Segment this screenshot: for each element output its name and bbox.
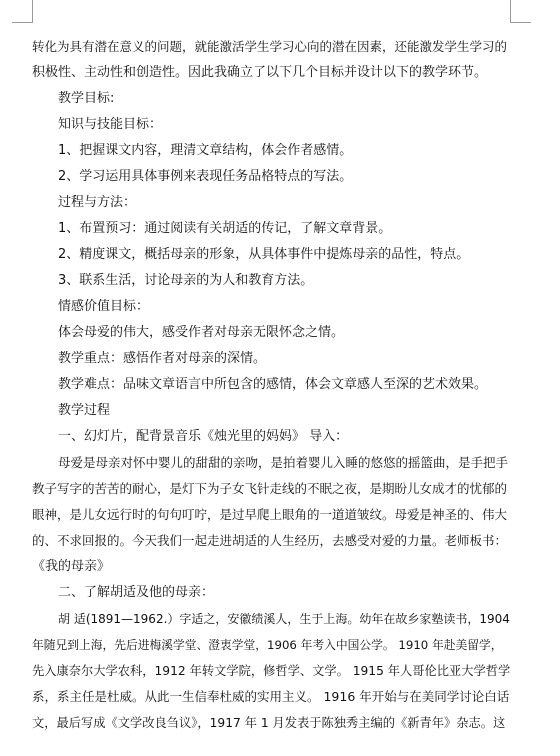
text-line: 知识与技能目标：	[58, 117, 163, 132]
document-body	[32, 34, 510, 736]
text-line: 2、学习运用具体事例来表现任务品格特点的写法。	[58, 169, 353, 184]
text-line: 2、精度课文，概括母亲的形象，从具体事件中提炼母亲的品性，特点。	[58, 247, 470, 262]
crop-mark-top-right	[510, 0, 531, 23]
text-line: 情感价值目标：	[58, 299, 150, 314]
text-line: 胡 适(1891—1962.）字适之，安徽绩溪人，生于上海。幼年在故乡家塾读书，1904	[58, 612, 510, 626]
text-line: 《我的母亲》	[32, 559, 111, 574]
text-line: 先入康奈尔大学农科，1912 年转文学院，修哲学、文学。 1915 年人哥伦比亚大学哲学	[32, 664, 510, 678]
text-line: 积极性、主动性和创造性。因此我确立了以下几个目标并设计以下的教学环节。	[32, 65, 488, 80]
text-line: 一、幻灯片，配背景音乐《烛光里的妈妈》 导入：	[58, 429, 349, 444]
text-line: 过程与方法：	[58, 195, 137, 210]
text-line: 教学难点：品味文章语言中所包含的感情，体会文章感人至深的艺术效果。	[58, 377, 488, 392]
text-line: 教学重点：感悟作者对母亲的深情。	[58, 351, 267, 366]
text-line: 母爱是母亲对怀中婴儿的甜甜的亲吻，是拍着婴儿入睡的悠悠的摇篮曲，是手把手	[58, 455, 509, 470]
text-line: 系，系主任是杜威。从此一生信奉杜威的实用主义。 1916 年开始与在美同学讨论白话	[32, 689, 510, 704]
text-line: 教学过程	[58, 403, 111, 418]
text-line: 年随兄到上海，先后进梅溪学堂、澄衷学堂，1906 年考入中国公学。 1910 年赴美留学，	[32, 638, 503, 652]
text-line: 转化为具有潜在意义的问题，就能激活学生学习心向的潜在因素，还能激发学生学习的	[32, 39, 508, 54]
text-line: 1、布置预习：通过阅读有关胡适的传记，了解文章背景。	[58, 221, 392, 236]
text-line: 教学目标:	[58, 91, 115, 106]
text-line: 教子写字的苦苦的耐心，是灯下为子女飞针走线的不眠之夜，是期盼儿女成才的忧郁的	[32, 481, 508, 496]
text-line: 眼神，是儿女远行时的句句叮咛，是过早爬上眼角的一道道皱纹。母爱是神圣的、伟大	[32, 507, 508, 522]
text-line: 体会母爱的伟大，感受作者对母亲无限怀念之情。	[58, 325, 345, 340]
text-line: 的、不求回报的。今天我们一起走进胡适的人生经历，去感受对爱的力量。老师板书：	[32, 533, 508, 548]
crop-mark-top-left	[12, 0, 33, 23]
text-line: 1、把握课文内容，理清文章结构，体会作者感情。	[58, 143, 353, 158]
text-line: 3、联系生活，讨论母亲的为人和教育方法。	[58, 273, 314, 288]
text-line: 二、了解胡适及他的母亲：	[58, 585, 215, 600]
text-line: 文，最后写成《文学改良刍议》，1917 年 1 月发表于陈独秀主编的《新青年》杂志。这	[32, 716, 506, 730]
